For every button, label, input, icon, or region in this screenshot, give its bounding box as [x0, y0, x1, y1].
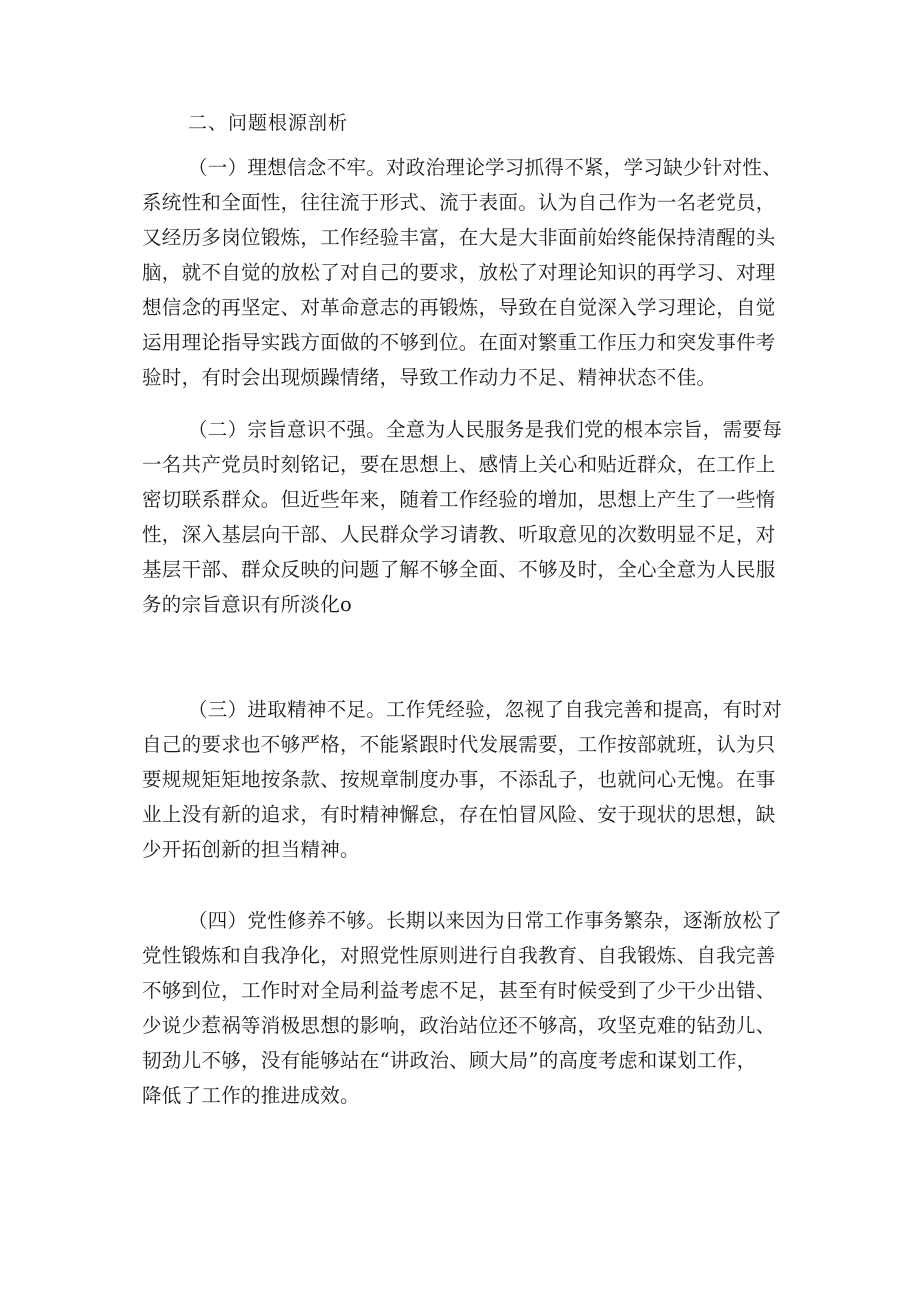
paragraph-line: 业上没有新的追求，有时精神懈怠，存在怕冒风险、安于现状的思想，缺	[142, 803, 776, 826]
paragraph-enterprising-spirit	[142, 692, 802, 867]
paragraph-line: 性，深入基层向干部、人民群众学习请教、听取意见的次数明显不足，对	[142, 523, 776, 546]
paragraph-line: 不够到位，工作时对全局利益考虑不足，甚至有时候受到了少干少出错、	[142, 979, 776, 1002]
paragraph-line: 务的宗旨意识有所淡化o	[142, 593, 353, 616]
paragraph-purpose-awareness	[142, 412, 802, 622]
paragraph-line: 系统性和全面性，往往流于形式、流于表面。认为自己作为一名老党员，	[142, 191, 776, 214]
paragraph-line: 党性锻炼和自我净化，对照党性原则进行自我教育、自我锻炼、自我完善	[142, 944, 776, 967]
paragraph-line: 一名共产党员时刻铭记，要在思想上、感情上关心和贴近群众，在工作上	[142, 453, 776, 476]
paragraph-line: （二）宗旨意识不强。全意为人民服务是我们党的根本宗旨，需要每	[188, 418, 783, 441]
paragraph-line: 基层干部、群众反映的问题了解不够全面、不够及时，全心全意为人民服	[142, 558, 776, 581]
paragraph-line: 运用理论指导实践方面做的不够到位。在面对繁重工作压力和突发事件考	[142, 331, 776, 354]
paragraph-line: 脑，就不自觉的放松了对自己的要求，放松了对理论知识的再学习、对理	[142, 261, 776, 284]
paragraph-line: 自己的要求也不够严格，不能紧跟时代发展需要，工作按部就班，认为只	[142, 733, 776, 756]
paragraph-line: 验时，有时会出现烦躁情绪，导致工作动力不足、精神状态不佳。	[142, 366, 717, 389]
paragraph-ideals-beliefs	[142, 150, 802, 395]
paragraph-party-cultivation	[142, 903, 802, 1113]
paragraph-line: 少说少惹祸等消极思想的影响，政治站位还不够高，攻坚克难的钻劲儿、	[142, 1014, 776, 1037]
paragraph-line: 韧劲儿不够，没有能够站在“讲政治、顾大局”的高度考虑和谋划工作，	[142, 1049, 757, 1072]
paragraph-line: 想信念的再坚定、对革命意志的再锻炼，导致在自觉深入学习理论，自觉	[142, 296, 776, 319]
paragraph-line: 要规规矩矩地按条款、按规章制度办事，不添乱子，也就问心无愧。在事	[142, 768, 776, 791]
paragraph-line: 又经历多岗位锻炼，工作经验丰富，在大是大非面前始终能保持清醒的头	[142, 226, 776, 249]
paragraph-line: 密切联系群众。但近些年来，随着工作经验的增加，思想上产生了一些惰	[142, 488, 776, 511]
section-heading: 二、问题根源剖析	[188, 112, 349, 134]
paragraph-line: 降低了工作的推进成效。	[142, 1084, 360, 1107]
paragraph-line: 少开拓创新的担当精神。	[142, 838, 360, 861]
paragraph-line: （四）党性修养不够。长期以来因为日常工作事务繁杂，逐渐放松了	[188, 909, 783, 932]
paragraph-line: （三）进取精神不足。工作凭经验，忽视了自我完善和提高，有时对	[188, 698, 783, 721]
paragraph-line: （一）理想信念不牢。对政治理论学习抓得不紧，学习缺少针对性、	[188, 156, 783, 179]
